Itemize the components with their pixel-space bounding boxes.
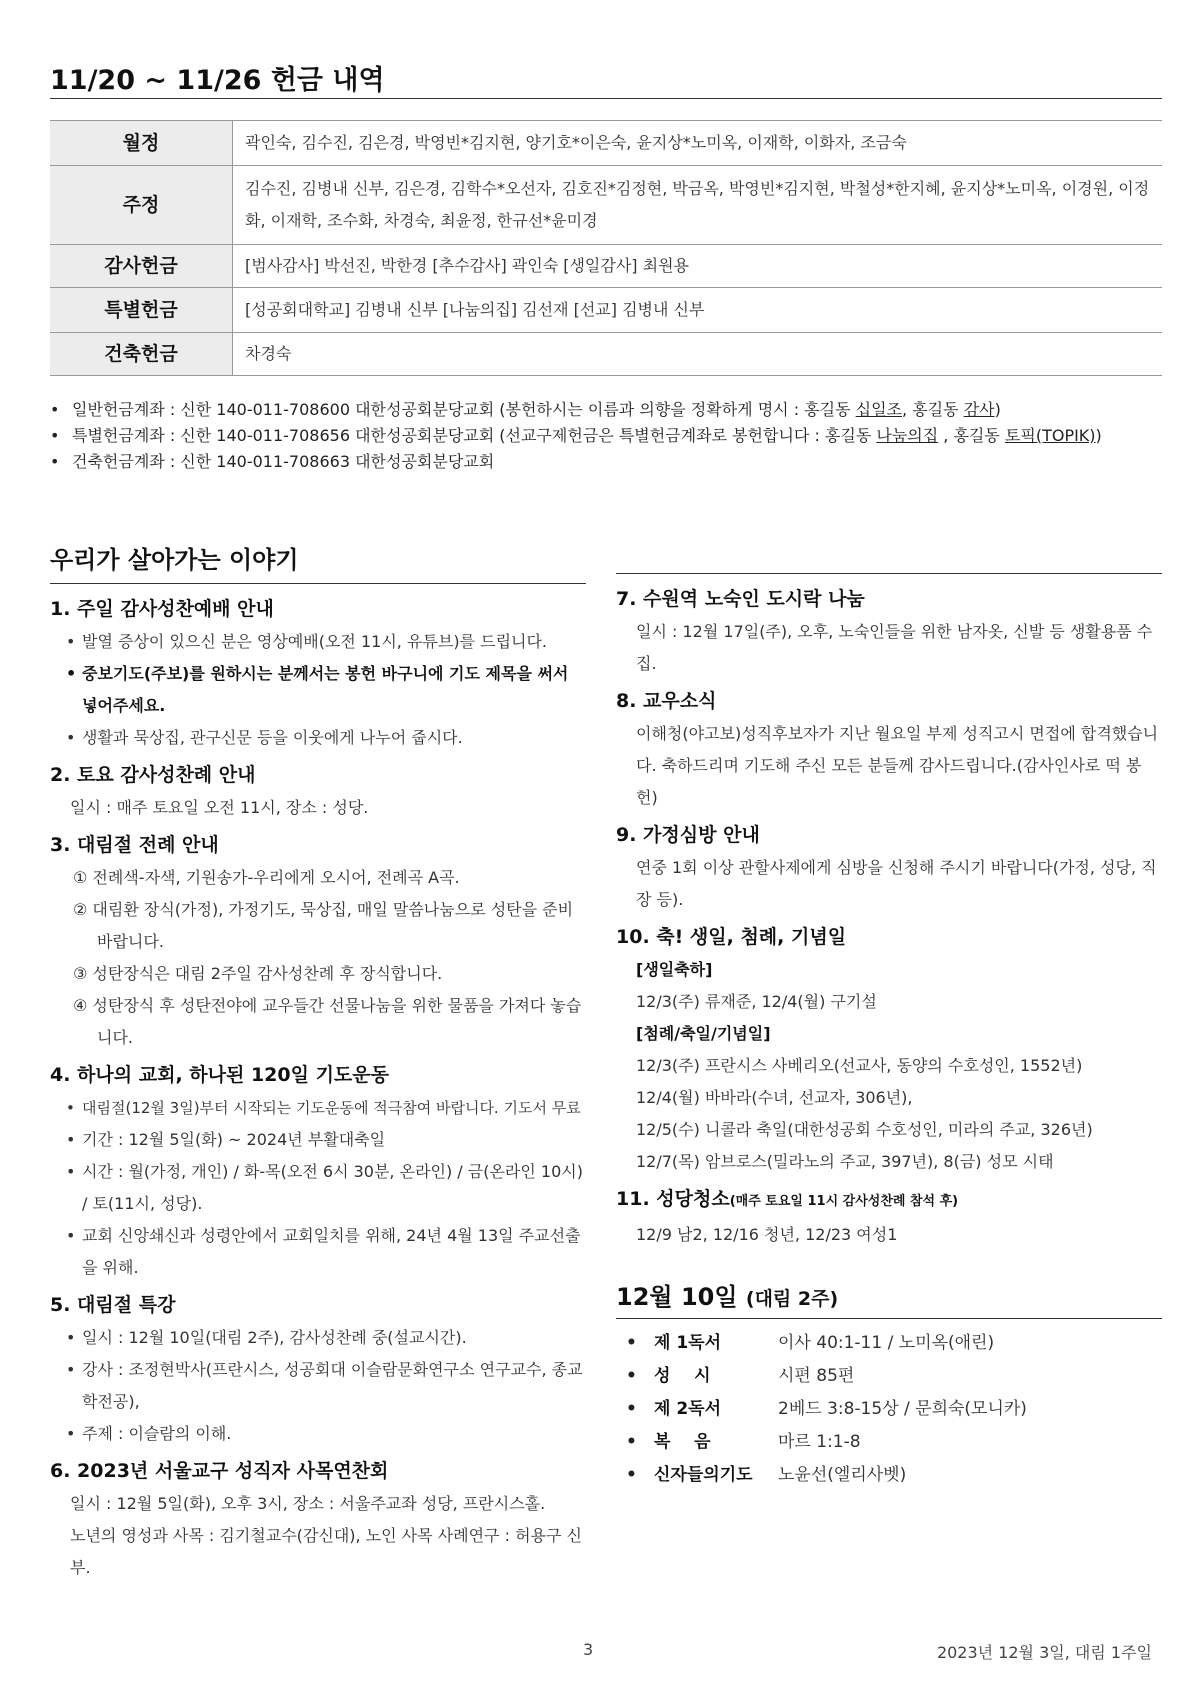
item-5-heading: 5. 대림절 특강 [50, 1294, 176, 1316]
item-11-note: (매주 토요일 11시 감사성찬례 참석 후) [729, 1194, 959, 1209]
reading-value: 이사 40:1-11 / 노미옥(애린) [778, 1333, 995, 1353]
list-item: • 일시 : 12월 10일(대림 2주), 감사성찬례 중(설교시간). [50, 1322, 586, 1354]
list-item: • 기간 : 12월 5일(화) ~ 2024년 부활대축일 [50, 1124, 586, 1156]
list-item: ④ 성탄장식 후 성탄전야에 교우들간 선물나눔을 위한 물품을 가져다 놓습니다. [73, 996, 582, 1047]
list-item: • 생활과 묵상집, 관구신문 등을 이웃에게 나누어 줍시다. [50, 722, 586, 754]
readings-date: 12월 10일 [616, 1283, 738, 1311]
item-text: 12/9 남2, 12/16 청년, 12/23 여성1 [636, 1225, 898, 1244]
list-item: • 대림절(12월 3일)부터 시작되는 기도운동에 적극참여 바랍니다. 기도서 무료 [50, 1092, 586, 1124]
item-4-heading: 4. 하나의 교회, 하나된 120일 기도운동 [50, 1064, 389, 1086]
item-text: 일시 : 매주 토요일 오전 11시, 장소 : 성당. [70, 798, 369, 817]
account-text: 일반헌금계좌 : 신한 140-011-708600 대한성공회분당교회 (봉헌하시는 이름과 의향을 정확하게 명시 : 홍길동 [72, 400, 856, 419]
row-value: 김수진, 김병내 신부, 김은경, 김학수*오선자, 김호진*김정현, 박금옥, 박영빈*김지현, 박철성*한지혜, 윤지상*노미옥, 이경원, 이정화, 이재학, 조수화, 차경숙, 최윤정, 한규선*윤미경 [233, 166, 1163, 245]
account-text: , 홍길동 [938, 426, 1005, 445]
reading-value: 2베드 3:8-15상 / 문희숙(모니카) [778, 1399, 1027, 1419]
item-1-heading: 1. 주일 감사성찬예배 안내 [50, 598, 274, 620]
item-subheading: [생일축하] [636, 960, 713, 979]
row-label: 월정 [50, 121, 233, 166]
list-item: • 시간 : 월(가정, 개인) / 화-목(오전 6시 30분, 온라인) / 금(온라인 10시) / 토(11시, 성당). [50, 1156, 586, 1220]
item-text: 연중 1회 이상 관할사제에게 심방을 신청해 주시기 바랍니다(가정, 성당, 직장 등). [636, 858, 1157, 909]
row-value: [범사감사] 박선진, 박한경 [추수감사] 곽인숙 [생일감사] 최원용 [233, 245, 1163, 288]
list-item: ③ 성탄장식은 대림 2주일 감사성찬례 후 장식합니다. [73, 964, 443, 983]
stories-left-column [50, 540, 586, 1584]
item-6-heading: 6. 2023년 서울교구 성직자 사목연찬회 [50, 1460, 389, 1482]
item-text: 12/3(주) 프란시스 사베리오(선교사, 동양의 수호성인, 1552년) [636, 1056, 1083, 1075]
bullet-icon: • [626, 1366, 637, 1386]
account-link: 감사 [963, 400, 995, 419]
list-item: ② 대림환 장식(가정), 가정기도, 묵상집, 매일 말씀나눔으로 성탄을 준비 바랍니다. [73, 900, 574, 951]
table-row [50, 333, 1162, 376]
table-row [50, 245, 1162, 288]
reading-row [616, 1426, 1162, 1459]
item-text: 12/5(수) 니콜라 축일(대한성공회 수호성인, 미라의 주교, 326년) [636, 1120, 1093, 1139]
item-8-heading: 8. 교우소식 [616, 690, 717, 712]
table-row [50, 166, 1162, 245]
reading-label: 제 2독서 [654, 1399, 722, 1419]
list-item: ① 전례색-자색, 기원송가-우리에게 오시어, 전례곡 A곡. [73, 868, 460, 887]
item-11-heading [616, 1184, 1162, 1217]
account-text: ) [1095, 426, 1102, 445]
account-item [50, 423, 1162, 449]
item-11-title: 11. 성당청소 [616, 1188, 730, 1210]
reading-row [616, 1459, 1162, 1492]
list-item: • 발열 증상이 있으신 분은 영상예배(오전 11시, 유튜브)를 드립니다. [50, 626, 586, 658]
row-value: 차경숙 [233, 333, 1163, 376]
reading-label: 성 시 [654, 1366, 711, 1386]
stories-right-column [616, 573, 1162, 1492]
reading-row [616, 1360, 1162, 1393]
account-text: 건축헌금계좌 : 신한 140-011-708663 대한성공회분당교회 [72, 452, 495, 471]
row-label: 감사헌금 [50, 245, 233, 288]
list-item: • 강사 : 조정현박사(프란시스, 성공회대 이슬람문화연구소 연구교수, 종교학전공), [50, 1354, 586, 1418]
account-item [50, 397, 1162, 423]
bullet-icon: • [626, 1399, 637, 1419]
reading-row [616, 1393, 1162, 1426]
item-text: 일시 : 12월 17일(주), 오후, 노숙인들을 위한 남자옷, 신발 등 생활용품 수집. [636, 622, 1153, 673]
account-link: 나눔의집 [876, 426, 939, 445]
list-item: • 교회 신앙쇄신과 성령안에서 교회일치를 위해, 24년 4월 13일 주교선출을 위해. [50, 1220, 586, 1284]
item-text: 이해청(야고보)성직후보자가 지난 월요일 부제 성직고시 면접에 합격했습니다. 축하드리며 기도해 주신 모든 분들께 감사드립니다.(감사인사로 떡 봉헌) [636, 724, 1159, 807]
bullet-icon: • [626, 1432, 637, 1452]
account-text: , 홍길동 [902, 400, 964, 419]
list-item: • 주제 : 이슬람의 이해. [50, 1418, 586, 1450]
reading-value: 노윤선(엘리사벳) [778, 1465, 907, 1485]
readings-rule [616, 1318, 1162, 1319]
item-subheading: [첨례/축일/기념일] [636, 1024, 771, 1043]
account-text: ) [994, 400, 1001, 419]
reading-label: 신자들의기도 [654, 1465, 753, 1485]
bullet-icon: • [626, 1465, 637, 1485]
row-label: 주정 [50, 166, 233, 245]
footer-date: 2023년 12월 3일, 대림 1주일 [936, 1643, 1152, 1662]
list-item: • 중보기도(주보)를 원하시는 분께서는 봉헌 바구니에 기도 제목을 써서 [50, 658, 586, 690]
item-text: 노년의 영성과 사목 : 김기철교수(감신대), 노인 사목 사례연구 : 허용구 신부. [70, 1526, 582, 1577]
item-text: 일시 : 12월 5일(화), 오후 3시, 장소 : 서울주교좌 성당, 프란시스홀. [70, 1494, 546, 1513]
account-item [50, 449, 1162, 475]
item-2-heading: 2. 토요 감사성찬례 안내 [50, 764, 256, 786]
readings-subtitle: (대림 2주) [745, 1288, 839, 1310]
table-row [50, 288, 1162, 333]
reading-row [616, 1327, 1162, 1360]
item-10-heading: 10. 축! 생일, 첨례, 기념일 [616, 926, 847, 948]
reading-label: 제 1독서 [654, 1333, 722, 1353]
reading-value: 마르 1:1-8 [778, 1432, 861, 1452]
stories-rule-right [616, 573, 1162, 574]
offering-title-rule [50, 98, 1162, 99]
account-link: 토픽(TOPIK) [1004, 426, 1096, 445]
item-7-heading: 7. 수원역 노숙인 도시락 나눔 [616, 588, 865, 610]
page-number: 3 [583, 1640, 594, 1659]
account-link: 십일조 [855, 400, 903, 419]
row-value: 곽인숙, 김수진, 김은경, 박영빈*김지현, 양기호*이은숙, 윤지상*노미옥, 이재학, 이화자, 조금숙 [233, 121, 1163, 166]
row-label: 특별헌금 [50, 288, 233, 333]
row-label: 건축헌금 [50, 333, 233, 376]
account-text: 특별헌금계좌 : 신한 140-011-708656 대한성공회분당교회 (선교구제헌금은 특별헌금계좌로 봉헌합니다 : 홍길동 [72, 426, 877, 445]
list-item-cont: 넣어주세요. [82, 696, 166, 715]
item-text: 12/7(목) 암브로스(밀라노의 주교, 397년), 8(금) 성모 시태 [636, 1152, 1054, 1171]
bullet-icon: • [626, 1333, 637, 1353]
stories-title: 우리가 살아가는 이야기 [50, 546, 299, 574]
table-row [50, 121, 1162, 166]
stories-rule [50, 583, 586, 584]
reading-value: 시편 85편 [778, 1366, 855, 1386]
readings-title [616, 1277, 1162, 1312]
item-3-heading: 3. 대림절 전례 안내 [50, 834, 219, 856]
item-9-heading: 9. 가정심방 안내 [616, 824, 760, 846]
reading-label: 복 음 [654, 1432, 711, 1452]
account-list [50, 397, 1162, 475]
offering-table [50, 120, 1162, 376]
row-value: [성공회대학교] 김병내 신부 [나눔의집] 김선재 [선교] 김병내 신부 [233, 288, 1163, 333]
offering-title: 11/20 ~ 11/26 헌금 내역 [50, 65, 385, 96]
item-text: 12/3(주) 류재준, 12/4(월) 구기설 [636, 992, 877, 1011]
item-text: 12/4(월) 바바라(수녀, 선교자, 306년), [636, 1088, 913, 1107]
